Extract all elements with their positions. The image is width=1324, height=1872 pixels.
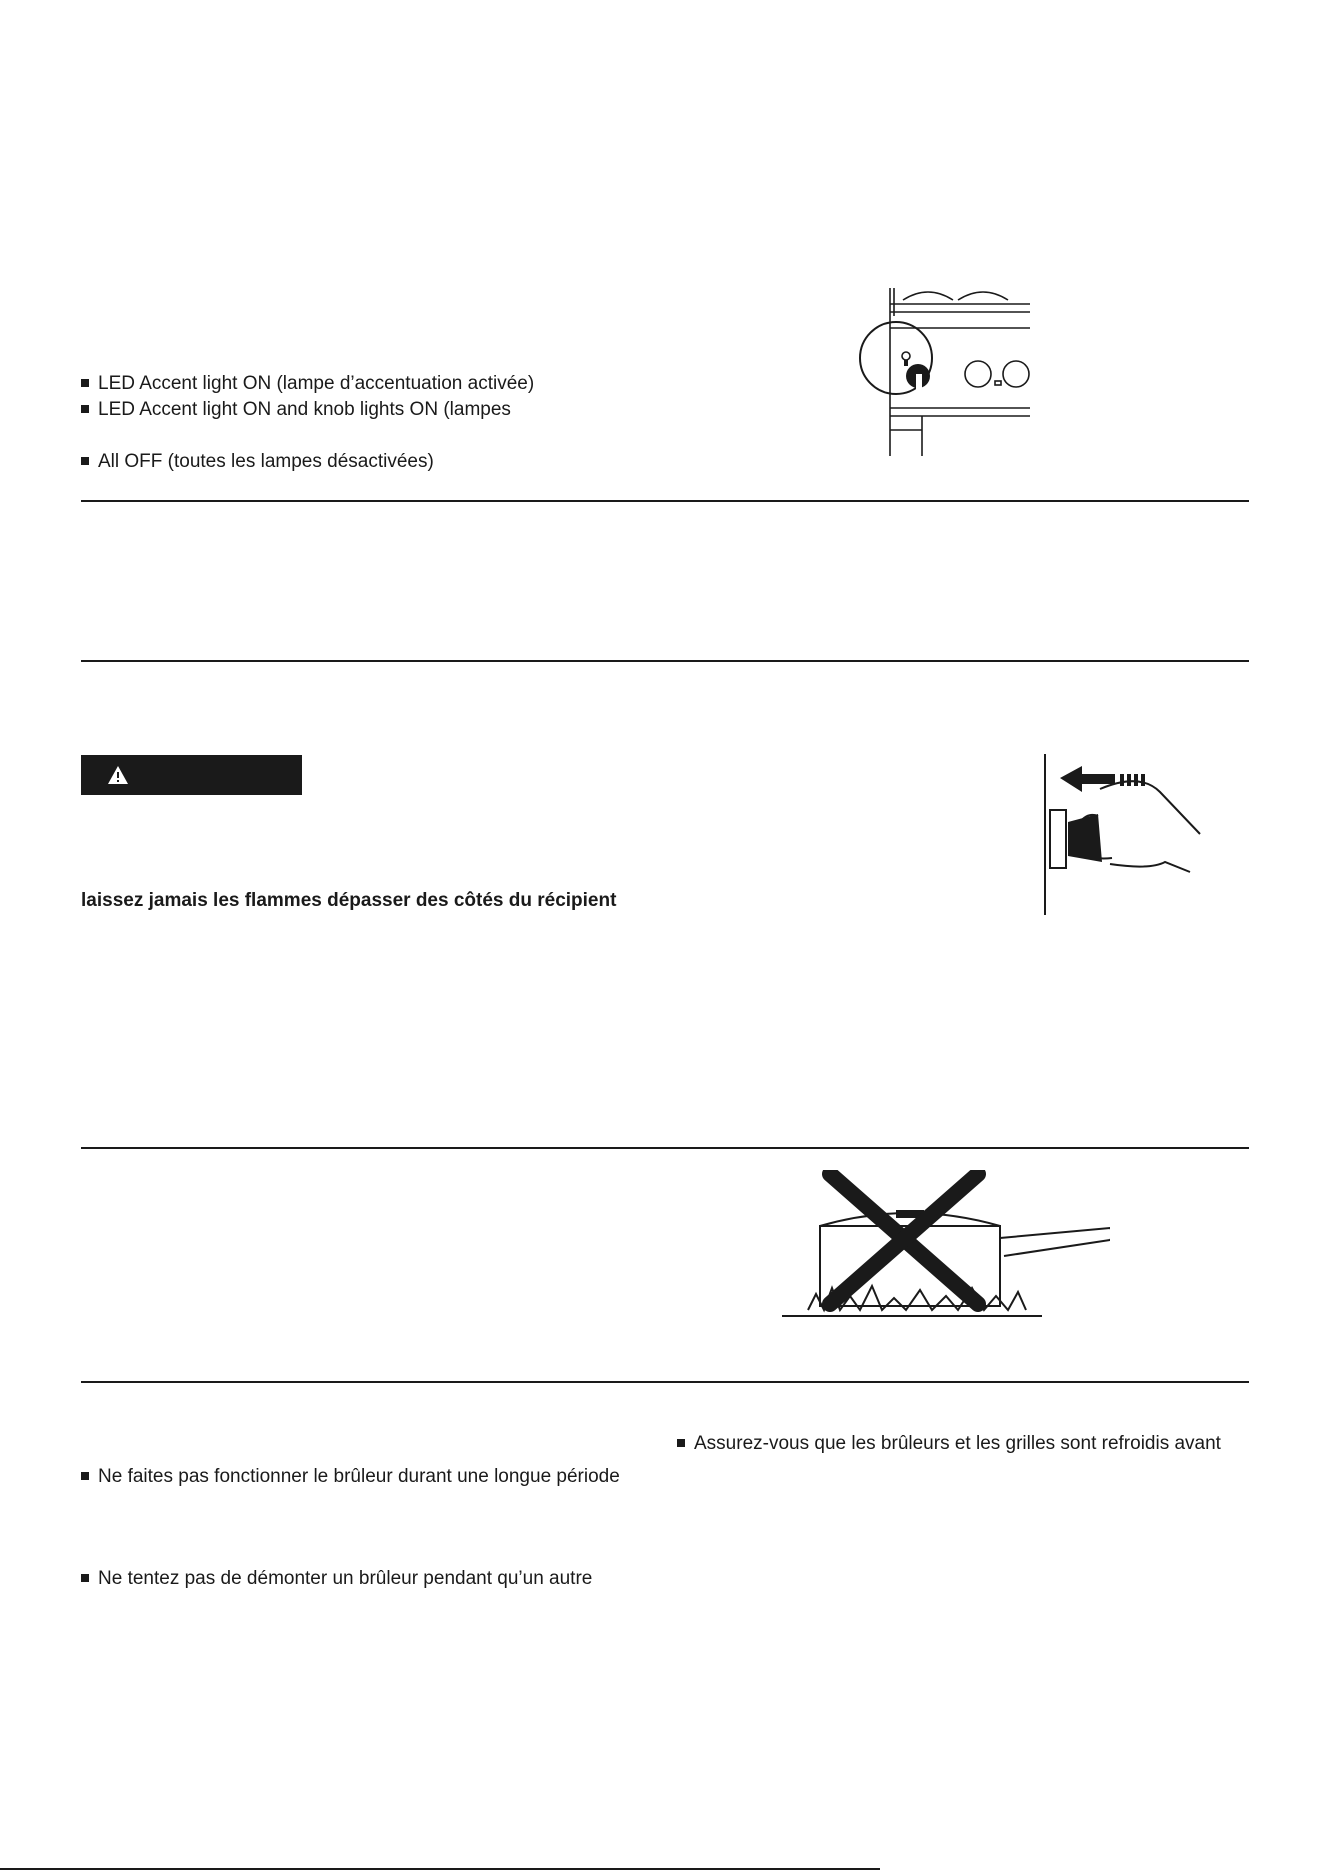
hand-push-knob-icon: [1040, 752, 1210, 917]
list-item-led-accent: [81, 373, 534, 395]
list-item-burner-cooled: [677, 1433, 1221, 1455]
section-divider: [81, 1147, 1249, 1149]
range-knob-panel-icon: [858, 286, 1030, 458]
list-item-text: LED Accent light ON (lampe d’accentuation activée): [98, 373, 535, 394]
list-item-text: LED Accent light ON and knob lights ON (lampes: [98, 399, 511, 420]
list-item-burner-disassemble: [81, 1568, 592, 1590]
bullet-icon: [81, 457, 89, 465]
pot-on-flame-crossed-icon: [780, 1170, 1110, 1320]
list-item-led-accent-knob: [81, 399, 511, 421]
list-item-text: Ne tentez pas de démonter un brûleur pendant qu’un autre: [98, 1568, 593, 1589]
section-divider: [81, 660, 1249, 662]
warning-triangle-icon: [107, 765, 129, 785]
bullet-icon: [81, 1574, 89, 1582]
warning-label: [81, 755, 302, 795]
list-item-text: Ne faites pas fonctionner le brûleur durant une longue période: [98, 1466, 620, 1487]
bullet-icon: [81, 405, 89, 413]
list-item-all-off: [81, 451, 434, 473]
page-bottom-rule: [0, 1868, 880, 1870]
bullet-icon: [677, 1439, 685, 1447]
warning-text: laissez jamais les flammes dépasser des côtés du récipient: [81, 890, 617, 911]
section-divider: [81, 500, 1249, 502]
bullet-icon: [81, 379, 89, 387]
list-item-text: All OFF (toutes les lampes désactivées): [98, 451, 434, 472]
section-divider: [81, 1381, 1249, 1383]
list-item-burner-long-period: [81, 1466, 620, 1488]
bullet-icon: [81, 1472, 89, 1480]
list-item-text: Assurez-vous que les brûleurs et les grilles sont refroidis avant: [694, 1433, 1221, 1454]
